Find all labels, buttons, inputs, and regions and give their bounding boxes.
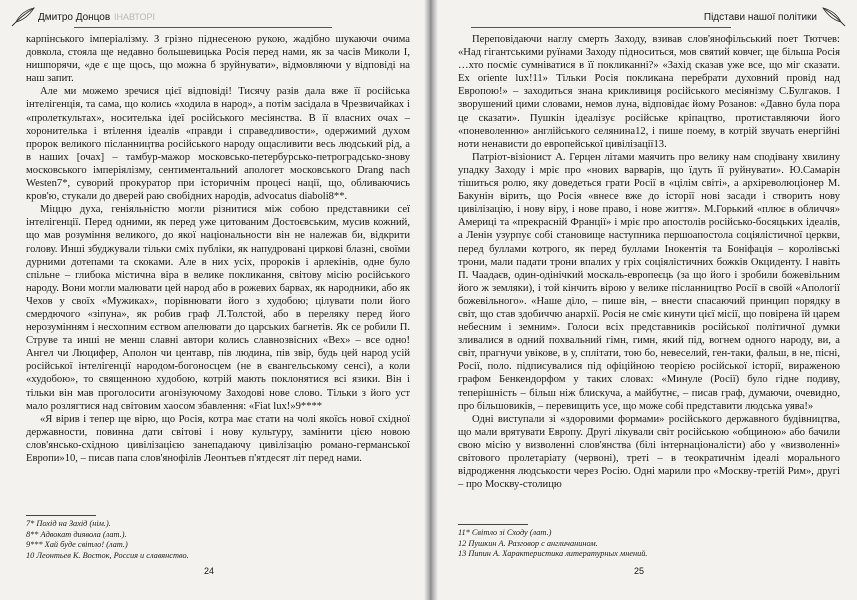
footnote: 13 Пипин А. Характеристика литературных мнений.: [458, 549, 648, 558]
book-gutter: [424, 0, 438, 600]
left-body-text: [26, 33, 410, 465]
running-header-title: Дмитро Донцов: [38, 12, 111, 23]
show-through-text: ІНАВТОРІ: [114, 12, 156, 22]
header-rule: [471, 27, 731, 28]
header-rule: [74, 27, 332, 28]
paragraph: карпінського імперіалізму. З грізно піднесеною рукою, жадібно шукаючи очима довкола, стояла ще недавно большевицька Росія перед нами, як за часів Миколи І, нишпорячи, «де є ще щось, що можна б зруйнувати», відмовляючи у відповіді на наш запит.: [26, 34, 410, 85]
footnote: 8** Адвокат диявола (лат.).: [26, 529, 127, 539]
page-number: 25: [634, 566, 645, 576]
paragraph: «Я вірив і тепер ще вірю, що Росія, котра має стати на чолі якоїсь нової східної державности, повинна дати світові і нову культуру, замінити цією новою слов'янсько-східною цивілізацією занепадаючу цивілізацію романо-германської Европи»10, – писав папа слов'янофілів Леонтьев п'ятдесят літ перед нами.: [26, 413, 410, 464]
paragraph: Одні виступали зі «здоровими формами» російського державного будівництва, що мали врятувати Европу. Другі лікували світ російською «общиною» або бачили свою місію у визволенні слов'янства (білі інтернаціоналісти) або у «визволенні» світового пролетаріату (червоні), треті – в теократичнім ідеалі морального відродження людськости через Росію. Одні марили про «Москву-третій Рим», другі – про Москву-столицю: [458, 413, 840, 491]
feather-icon: [10, 6, 36, 28]
right-body-text: [458, 33, 840, 491]
footnote-rule: [26, 515, 96, 516]
right-page: [430, 0, 857, 600]
paragraph: Переповідаючи наглу смерть Заходу, взивав слов'янофільський поет Тютчев: «Над гігантськими руїнами Заходу підноситься, мов святий ковчег, ще більша Росія …хто посміє сумніватися в її покликанні?» «Захід сказав уже все, що міг сказати. Ex oriente lux!11» Тільки Росія покликана перебрати духовний провід над Европою!» – заходиться знана крикливиця російського месіянізму С.Булгаков. І зворушений цими словами, немов луна, відповідає йому Розанов: «Давно була пора це сказати». Пушкін ідеалізує російське кріпацтво, протиставляючи його «поневоленню» англійського селянина12, і пише поему, в котрій звучать енергійні ноти ненависти до европейської цивілізації13.: [458, 34, 840, 150]
footnote: 12 Пушкин А. Разговор с англичанином.: [458, 538, 598, 548]
paragraph: Міццю духа, геніяльністю могли різнитися між собою представники сеї інтелігенції. Перед одними, як перед уже цитованим Достоєвським, мусив кожний, що мав розуміння великого, до якої національности він не належав би, відкрити голову. Инші збуджували тільки сміх публіки, як напудровані циркові блазні, своїми дурними дотепами та скоками. Але в них усіх, пророків і арлекінів, одне було спільне – глибока містична віра в велике покликання, світову місію російського народу. Вони могли малювати цей народ або в рожевих барвах, як народники, або як Чехов у своїх «Мужиках», порівнювати його з худобою; цілувати поли його смердючого «зіпуна», як робив граф Л.Толстой, або в переляку перед його нерозумінням і несхопним єством апелювати до царських багнетів. Як се робили П. Струве та инші не менш славні автори колись славнозвісних «Вех» – все одно! Ангел чи Люцифер, Аполон чи центавр, пів людина, пів звір, будь цей народ усій російської інтелігенції народом-богоносцем (не в євангельському сенсі), а коли «худобою», то священною худобою, котрій мають поклонятися всі язики. Він і тільки він мав проголосити агонізуючому Заходові нове слово. Тільки з його уст мало розлягтися над світовим хаосом збавлення: «Fiat lux!»9****: [26, 204, 410, 412]
footnote: 7* Похід на Захід (нім.).: [26, 519, 111, 528]
footnote: 9*** Хай буде світло! (лат.): [26, 540, 128, 549]
footnote: 11* Світло зі Сходу (лат.): [458, 528, 552, 537]
footnote-rule: [458, 524, 528, 525]
right-footnotes: [458, 528, 838, 560]
running-header-title: Підстави нашої політики: [703, 12, 817, 23]
paragraph: Але ми можемо зречися цієї відповіді! Тисячу разів дала вже її російська інтелігенція, та сама, що колись «ходила в народ», а потім засідала в Чрезвичайках і «пролеткультах», носителька ідеї російського месіянства. В її власних очах – хоронителька і втілення ідеалів «правди і справедливости», одержимий духом пророк великого післанництва російського народу ощасливити весь людський рід, а в наших [очах] – тамбур-мажор московсько-петербурсько-петроградсько-знову московського імперіялізму, сентиментальний апологет московського Drang nach Westen7*, суворий прокуратор при історичнім процесі нації, що, обливаючись кров'ю, стукали до дверей раю свобідних народів, advocatus diaboli8**.: [26, 86, 410, 203]
left-running-header: [6, 6, 416, 28]
footnote: 10 Леонтьев К. Восток, Россия и славянство.: [26, 550, 189, 560]
feather-icon: [821, 6, 847, 28]
page-number: 24: [204, 566, 215, 576]
paragraph: Патріот-візіонист А. Герцен літами маячить про велику нам сподівану хвилину упадку Заходу і мріє про «нових варварів, що їдуть її руйнувати». Ю.Самарін тішиться ролю, яку доведеться грати Росії в «цілім світі», а архіреволюціонер М. Бакунін вірить, що Росія «внесе вже до історії нові засади і створить нову цивілізацію, і нову віру, і нове право, і нове життя». М.Горький «плює в обличчя» Америці та «прекрасній Франції» і мріє про апостолів російсько-босяцьких ідеалів, а Ленін узурпує собі становище наступника першоапостола соціялістичної церкви, перед буллами котрого, як перед буллами Інокентія та Боніфація – королівські трони, мали падати трони впалих у гріх соціялістичних божків Окциденту. І навіть П. Чаадаєв, один-одінічкий москаль-европеєць (за що його і зробили божевільним його ж земляки), і той кінчить вірою у велике післанництво Росії в своїй «Апології божевільного». «Наше діло, – пише він, – внести спасаючий принцип порядку в світ, що став здобиччю анархії. Росія не сміє кинути цієї місії, що повірена їй царем небесним і земним». Голоси всіх представників російської політичної думки зливалися в одний похвальний гімн, гимн, який під, вогнем одного народу, ви, а світ, прагнучи увікове, в у, сплітати, тою бо, невеселий, ген-таки, фальш, в не, пісні, Росії, поло. підписувалися під офіційною теорією російської історії, вираженою графом Бенкендорфом у таких словах: «Минуле (Росії) було гідне подиву, теперішність – більш ніж блискуча, а майбутнє, – писав граф, думаючи, очевидно, про більшовиків, – перевищить усе, що може собі представити людська уява!»: [458, 151, 840, 412]
left-footnotes: [26, 519, 406, 561]
right-running-header: [441, 6, 851, 28]
